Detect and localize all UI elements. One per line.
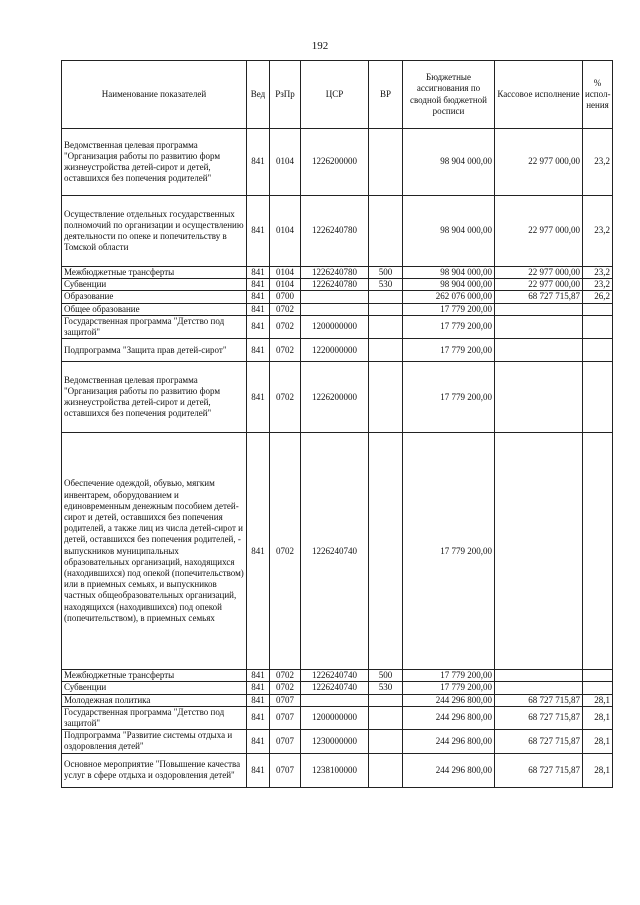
cell-cash: 68 727 715,87 [495,753,583,787]
cell-ved: 841 [247,362,270,433]
cell-pct [583,670,613,682]
cell-name: Осуществление отдельных государственных полномочий по организации и осуществлению деятельности по опеке и попечительству в Томской области [62,196,247,267]
header-cash: Кассовое исполнение [495,61,583,129]
cell-budget: 17 779 200,00 [403,362,495,433]
cell-cash [495,303,583,315]
cell-csr: 1220000000 [301,339,369,362]
cell-name: Молодежная политика [62,694,247,706]
cell-csr: 1226240740 [301,670,369,682]
cell-rzpr: 0702 [270,315,301,338]
table-row [62,706,613,729]
cell-cash [495,362,583,433]
cell-vr [369,303,403,315]
cell-vr [369,753,403,787]
cell-budget: 17 779 200,00 [403,315,495,338]
cell-vr: 530 [369,682,403,694]
cell-ved: 841 [247,291,270,303]
table-row [62,433,613,670]
cell-name: Ведомственная целевая программа "Организация работы по развитию форм жизнеустройства детей-сирот и детей, оставшихся без попечения родителей" [62,362,247,433]
cell-vr [369,694,403,706]
cell-pct: 28,1 [583,706,613,729]
header-csr: ЦСР [301,61,369,129]
cell-pct: 23,2 [583,267,613,279]
table-row [62,291,613,303]
cell-vr [369,291,403,303]
header-vr: ВР [369,61,403,129]
cell-rzpr: 0702 [270,339,301,362]
cell-pct [583,682,613,694]
cell-vr [369,196,403,267]
cell-vr [369,129,403,196]
cell-budget: 17 779 200,00 [403,433,495,670]
header-pct: % испол-нения [583,61,613,129]
cell-budget: 17 779 200,00 [403,682,495,694]
cell-csr: 1200000000 [301,315,369,338]
cell-cash: 68 727 715,87 [495,291,583,303]
cell-pct: 23,2 [583,279,613,291]
cell-pct: 28,1 [583,753,613,787]
cell-ved: 841 [247,753,270,787]
cell-cash: 22 977 000,00 [495,279,583,291]
cell-ved: 841 [247,339,270,362]
cell-cash [495,433,583,670]
table-row [62,129,613,196]
cell-pct: 23,2 [583,129,613,196]
cell-rzpr: 0104 [270,279,301,291]
cell-budget: 244 296 800,00 [403,694,495,706]
cell-vr: 530 [369,279,403,291]
cell-rzpr: 0702 [270,670,301,682]
cell-cash: 68 727 715,87 [495,706,583,729]
table-row [62,670,613,682]
cell-ved: 841 [247,706,270,729]
cell-csr: 1226240780 [301,267,369,279]
cell-cash: 22 977 000,00 [495,129,583,196]
cell-budget: 262 076 000,00 [403,291,495,303]
cell-rzpr: 0702 [270,433,301,670]
cell-ved: 841 [247,433,270,670]
cell-name: Основное мероприятие "Повышение качества услуг в сфере отдыха и оздоровления детей" [62,753,247,787]
cell-cash [495,315,583,338]
cell-rzpr: 0702 [270,362,301,433]
cell-pct [583,433,613,670]
cell-csr: 1226240780 [301,196,369,267]
cell-rzpr: 0707 [270,706,301,729]
header-rzpr: РзПр [270,61,301,129]
cell-budget: 244 296 800,00 [403,706,495,729]
cell-csr [301,303,369,315]
cell-budget: 244 296 800,00 [403,730,495,753]
cell-name: Государственная программа "Детство под защитой" [62,706,247,729]
cell-vr [369,706,403,729]
cell-budget: 17 779 200,00 [403,303,495,315]
header-row [62,61,613,129]
cell-rzpr: 0702 [270,682,301,694]
cell-rzpr: 0104 [270,196,301,267]
cell-ved: 841 [247,196,270,267]
cell-vr [369,362,403,433]
cell-name: Обеспечение одеждой, обувью, мягким инвентарем, оборудованием и единовременным денежным пособием детей-сирот и детей, оставшихся без попечения родителей, а также лиц из числа детей-сирот и детей, оставшихся без попечения родителей, - выпускников муниципальных образовательных организаций, находящихся (находившихся) под опекой (попечительством) или в приемных семьях, и выпускников частных общеобразовательных организаций, находящихся (находившихся) под опекой (попечительством), в приемных семьях [62,433,247,670]
cell-rzpr: 0707 [270,730,301,753]
cell-budget: 17 779 200,00 [403,670,495,682]
table-row [62,339,613,362]
cell-ved: 841 [247,129,270,196]
cell-csr: 1226200000 [301,129,369,196]
cell-rzpr: 0702 [270,303,301,315]
cell-name: Общее образование [62,303,247,315]
cell-budget: 98 904 000,00 [403,129,495,196]
cell-vr: 500 [369,670,403,682]
cell-csr: 1226240740 [301,682,369,694]
cell-name: Ведомственная целевая программа "Организация работы по развитию форм жизнеустройства детей-сирот и детей, оставшихся без попечения родителей" [62,129,247,196]
cell-vr [369,433,403,670]
cell-name: Межбюджетные трансферты [62,267,247,279]
cell-cash [495,670,583,682]
cell-name: Субвенции [62,682,247,694]
cell-pct: 23,2 [583,196,613,267]
cell-rzpr: 0104 [270,267,301,279]
table-body [62,129,613,788]
cell-ved: 841 [247,694,270,706]
table-row [62,694,613,706]
cell-vr [369,315,403,338]
cell-name: Образование [62,291,247,303]
cell-ved: 841 [247,682,270,694]
header-ved: Вед [247,61,270,129]
cell-vr [369,339,403,362]
cell-name: Подпрограмма "Развитие системы отдыха и оздоровления детей" [62,730,247,753]
cell-vr [369,730,403,753]
cell-rzpr: 0700 [270,291,301,303]
header-name: Наименование показателей [62,61,247,129]
cell-ved: 841 [247,730,270,753]
cell-csr: 1238100000 [301,753,369,787]
cell-pct [583,315,613,338]
cell-budget: 17 779 200,00 [403,339,495,362]
cell-pct: 28,1 [583,694,613,706]
cell-cash [495,339,583,362]
cell-name: Субвенции [62,279,247,291]
cell-csr: 1226240780 [301,279,369,291]
cell-pct [583,303,613,315]
table-row [62,682,613,694]
cell-cash [495,682,583,694]
cell-rzpr: 0707 [270,753,301,787]
cell-ved: 841 [247,279,270,291]
cell-pct [583,362,613,433]
cell-cash: 68 727 715,87 [495,730,583,753]
cell-rzpr: 0104 [270,129,301,196]
table-row [62,362,613,433]
cell-csr: 1230000000 [301,730,369,753]
cell-pct: 28,1 [583,730,613,753]
cell-csr [301,694,369,706]
budget-table [61,60,613,788]
cell-rzpr: 0707 [270,694,301,706]
cell-cash: 22 977 000,00 [495,196,583,267]
table-row [62,730,613,753]
header-budget: Бюджетные ассигнования по сводной бюджетной росписи [403,61,495,129]
cell-ved: 841 [247,315,270,338]
cell-ved: 841 [247,670,270,682]
cell-csr: 1226200000 [301,362,369,433]
cell-ved: 841 [247,303,270,315]
cell-csr: 1226240740 [301,433,369,670]
table-row [62,267,613,279]
cell-cash: 22 977 000,00 [495,267,583,279]
cell-name: Межбюджетные трансферты [62,670,247,682]
page-number: 192 [311,40,329,52]
table-row [62,196,613,267]
cell-budget: 244 296 800,00 [403,753,495,787]
cell-csr [301,291,369,303]
cell-name: Государственная программа "Детство под защитой" [62,315,247,338]
table-row [62,303,613,315]
cell-pct [583,339,613,362]
cell-ved: 841 [247,267,270,279]
table-row [62,279,613,291]
cell-pct: 26,2 [583,291,613,303]
cell-name: Подпрограмма "Защита прав детей-сирот" [62,339,247,362]
cell-cash: 68 727 715,87 [495,694,583,706]
cell-csr: 1200000000 [301,706,369,729]
cell-budget: 98 904 000,00 [403,279,495,291]
table-row [62,753,613,787]
cell-vr: 500 [369,267,403,279]
table-row [62,315,613,338]
cell-budget: 98 904 000,00 [403,267,495,279]
cell-budget: 98 904 000,00 [403,196,495,267]
